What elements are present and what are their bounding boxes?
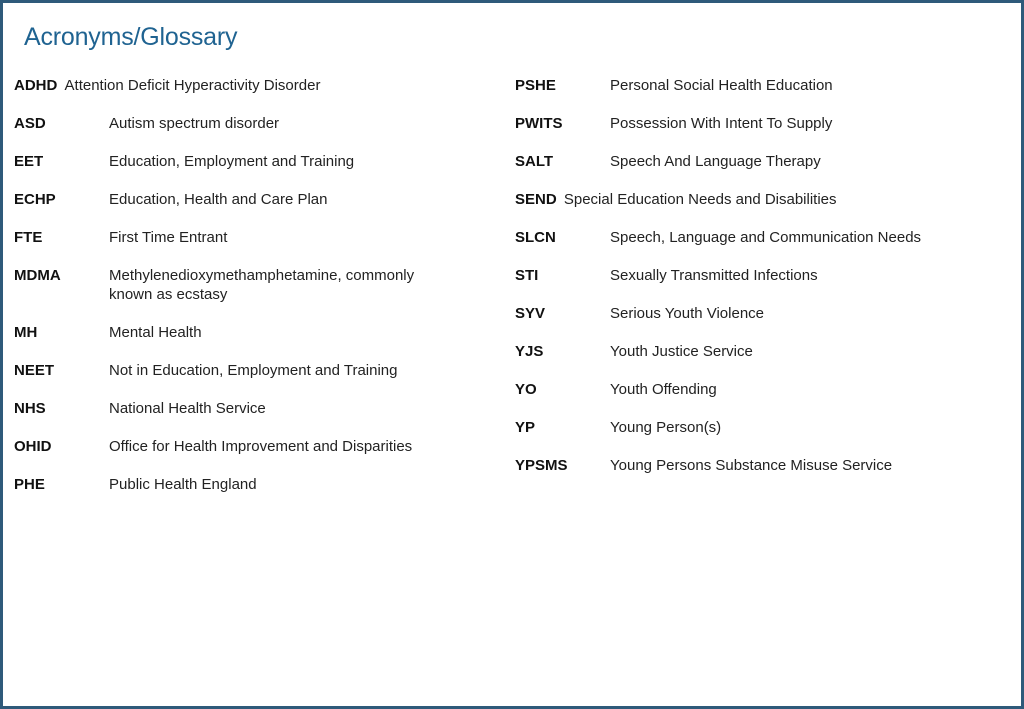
acronym: MH — [14, 324, 38, 341]
definition: Methylenedioxymethamphetamine, commonly known as ecstasy — [109, 267, 415, 303]
definition: Attention Deficit Hyperactivity Disorder — [64, 77, 321, 94]
glossary-entry — [14, 361, 494, 380]
glossary-entry — [14, 152, 494, 171]
acronym: YJS — [515, 343, 544, 360]
acronym: PWITS — [515, 115, 563, 132]
glossary-entry — [515, 456, 1015, 475]
acronym: ASD — [14, 115, 46, 132]
definition: First Time Entrant — [109, 229, 228, 246]
glossary-entry — [515, 266, 1015, 285]
glossary-column-left — [14, 76, 494, 513]
definition: Young Person(s) — [610, 419, 722, 436]
glossary-entry — [14, 399, 494, 418]
definition: Mental Health — [109, 324, 202, 341]
glossary-entry — [515, 190, 1015, 209]
glossary-entry — [515, 418, 1015, 437]
definition: Office for Health Improvement and Disparities — [109, 438, 413, 455]
acronym: SYV — [515, 305, 546, 322]
glossary-entry — [14, 114, 494, 133]
definition: National Health Service — [109, 400, 266, 417]
definition: Possession With Intent To Supply — [610, 115, 833, 132]
acronym: ECHP — [14, 191, 56, 208]
definition: Young Persons Substance Misuse Service — [610, 457, 893, 474]
definition: Youth Justice Service — [610, 343, 753, 360]
glossary-entry — [515, 228, 1015, 247]
acronym: OHID — [14, 438, 52, 455]
glossary-entry — [515, 380, 1015, 399]
glossary-entry — [515, 304, 1015, 323]
glossary-entry — [14, 228, 494, 247]
glossary-column-right — [515, 76, 1015, 494]
acronym: YO — [515, 381, 537, 398]
acronym: YPSMS — [515, 457, 568, 474]
glossary-entry — [515, 342, 1015, 361]
definition: Education, Health and Care Plan — [109, 191, 328, 208]
definition: Special Education Needs and Disabilities — [563, 191, 837, 208]
glossary-entry — [515, 76, 1015, 95]
acronym: YP — [515, 419, 536, 436]
acronym: PSHE — [515, 77, 556, 94]
definition: Autism spectrum disorder — [109, 115, 280, 132]
acronym: PHE — [14, 476, 45, 493]
acronym: NHS — [14, 400, 46, 417]
glossary-entry — [14, 437, 494, 456]
page-title: Acronyms/Glossary — [24, 23, 238, 51]
acronym: SEND — [515, 191, 557, 208]
acronym: SLCN — [515, 229, 556, 246]
acronym: EET — [14, 153, 44, 170]
acronym: MDMA — [14, 267, 61, 284]
definition: Speech And Language Therapy — [610, 153, 821, 170]
definition: Personal Social Health Education — [610, 77, 833, 94]
definition: Sexually Transmitted Infections — [610, 267, 818, 284]
glossary-entry — [14, 266, 494, 304]
definition: Youth Offending — [610, 381, 717, 398]
glossary-entry — [14, 190, 494, 209]
acronym: STI — [515, 267, 539, 284]
definition: Serious Youth Violence — [610, 305, 765, 322]
glossary-entry — [14, 475, 494, 494]
glossary-entry — [14, 323, 494, 342]
glossary-entry — [515, 114, 1015, 133]
definition: Not in Education, Employment and Training — [109, 362, 398, 379]
definition: Public Health England — [109, 476, 257, 493]
acronym: NEET — [14, 362, 55, 379]
definition: Education, Employment and Training — [109, 153, 355, 170]
acronym: ADHD — [14, 77, 58, 94]
acronym: FTE — [14, 229, 43, 246]
glossary-entry — [14, 76, 494, 95]
definition: Speech, Language and Communication Needs — [610, 229, 922, 246]
acronym: SALT — [515, 153, 554, 170]
glossary-entry — [515, 152, 1015, 171]
